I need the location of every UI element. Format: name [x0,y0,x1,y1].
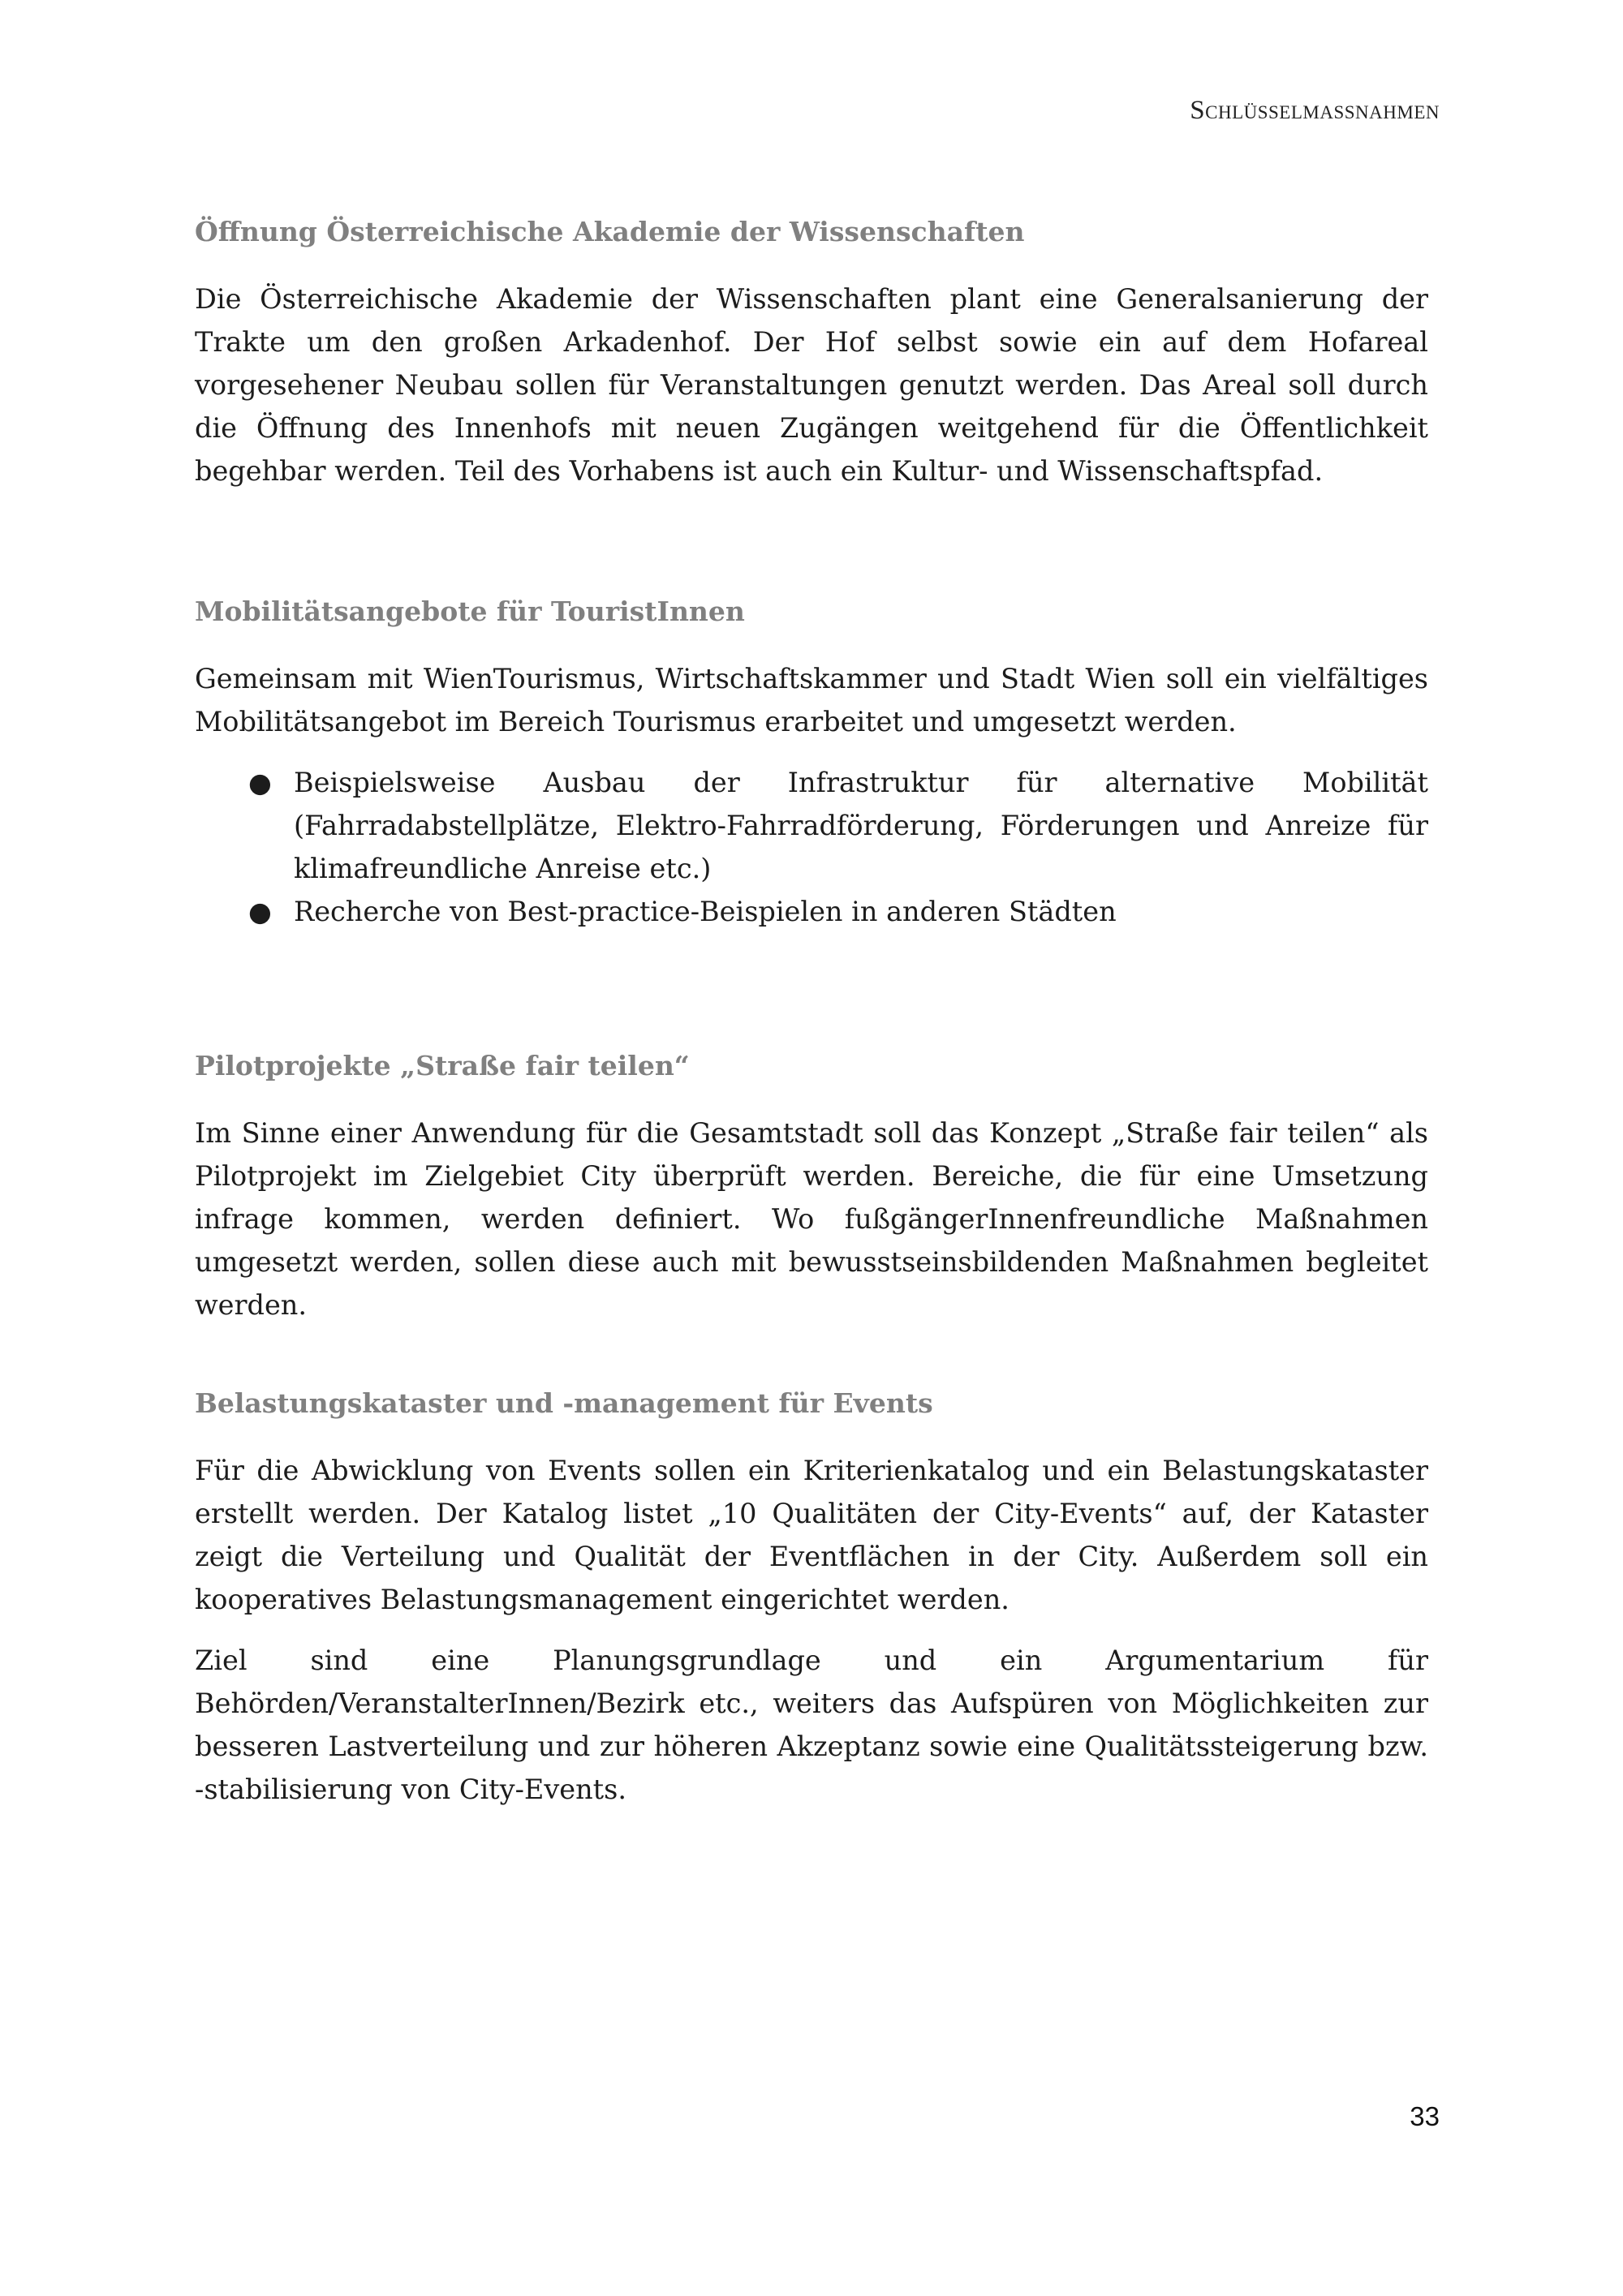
section-paragraph: Ziel sind eine Planungsgrundlage und ein Argumentarium für Behörden/VeranstalterInnen/Bezirk etc., weiters das Aufspüren von Möglichkeiten zur besseren Lastverteilung und zur höheren Akzeptanz sowie eine Qualitätssteigerung bzw. -stabilisierung von City-Events. [195,1645,1428,1805]
section-heading: Öffnung Österreichische Akademie der Wissenschaften [195,216,1025,247]
section-paragraph: Für die Abwicklung von Events sollen ein Kriterienkatalog und ein Belastungskataster erstellt werden. Der Katalog listet „10 Qualitäten der City-Events“ auf, der Kataster zeigt die Verteilung und Qualität der Eventflächen in der City. Außerdem soll ein kooperatives Belastungsmanagement eingerichtet werden. [195,1455,1428,1615]
bullet-icon: ● [248,896,272,927]
section-heading: Pilotprojekte „Straße fair teilen“ [195,1050,690,1081]
section-oeaw [195,216,1428,492]
bullet-list [195,761,1428,933]
list-item-text: Recherche von Best-practice-Beispielen in anderen Städten [294,896,1117,927]
section-heading: Mobilitätsangebote für TouristInnen [195,595,745,627]
section-mobility [195,595,1428,933]
section-paragraph: Die Österreichische Akademie der Wissenschaften plant eine Generalsanierung der Trakte um den großen Arkadenhof. Der Hof selbst sowie ein auf dem Hofareal vorgesehener Neubau sollen für Veranstaltungen genutzt werden. Das Areal soll durch die Öffnung des Innenhofs mit neuen Zugängen weitgehend für die Öffentlichkeit begehbar werden. Teil des Vorhabens ist auch ein Kultur- und Wissenschaftspfad. [195,283,1428,487]
section-heading: Belastungskataster und -management für Events [195,1387,933,1419]
section-events [195,1387,1428,1811]
bullet-icon: ● [248,767,272,798]
page-number: 33 [1410,2101,1440,2131]
section-paragraph: Im Sinne einer Anwendung für die Gesamtstadt soll das Konzept „Straße fair teilen“ als Pilotprojekt im Zielgebiet City überprüft werden. Bereiche, die für eine Umsetzung infrage kommen, werden definiert. Wo fußgängerInnenfreundliche Maßnahmen umgesetzt werden, sollen diese auch mit bewusstseinsbildenden Maßnahmen begleitet werden. [195,1117,1428,1321]
running-header: Schlüsselmassnahmen [1190,96,1440,125]
list-item-text: Beispielsweise Ausbau der Infrastruktur für alternative Mobilität (Fahrradabstellplätze, Elektro-Fahrradförderung, Förderungen und Anreize für klimafreundliche Anreise etc.) [294,767,1428,884]
section-paragraph: Gemeinsam mit WienTourismus, Wirtschaftskammer und Stadt Wien soll ein vielfältiges Mobilitätsangebot im Bereich Tourismus erarbeitet und umgesetzt werden. [195,663,1428,737]
section-pilot [195,1050,1428,1326]
list-item [195,890,1428,933]
list-item [195,761,1428,890]
